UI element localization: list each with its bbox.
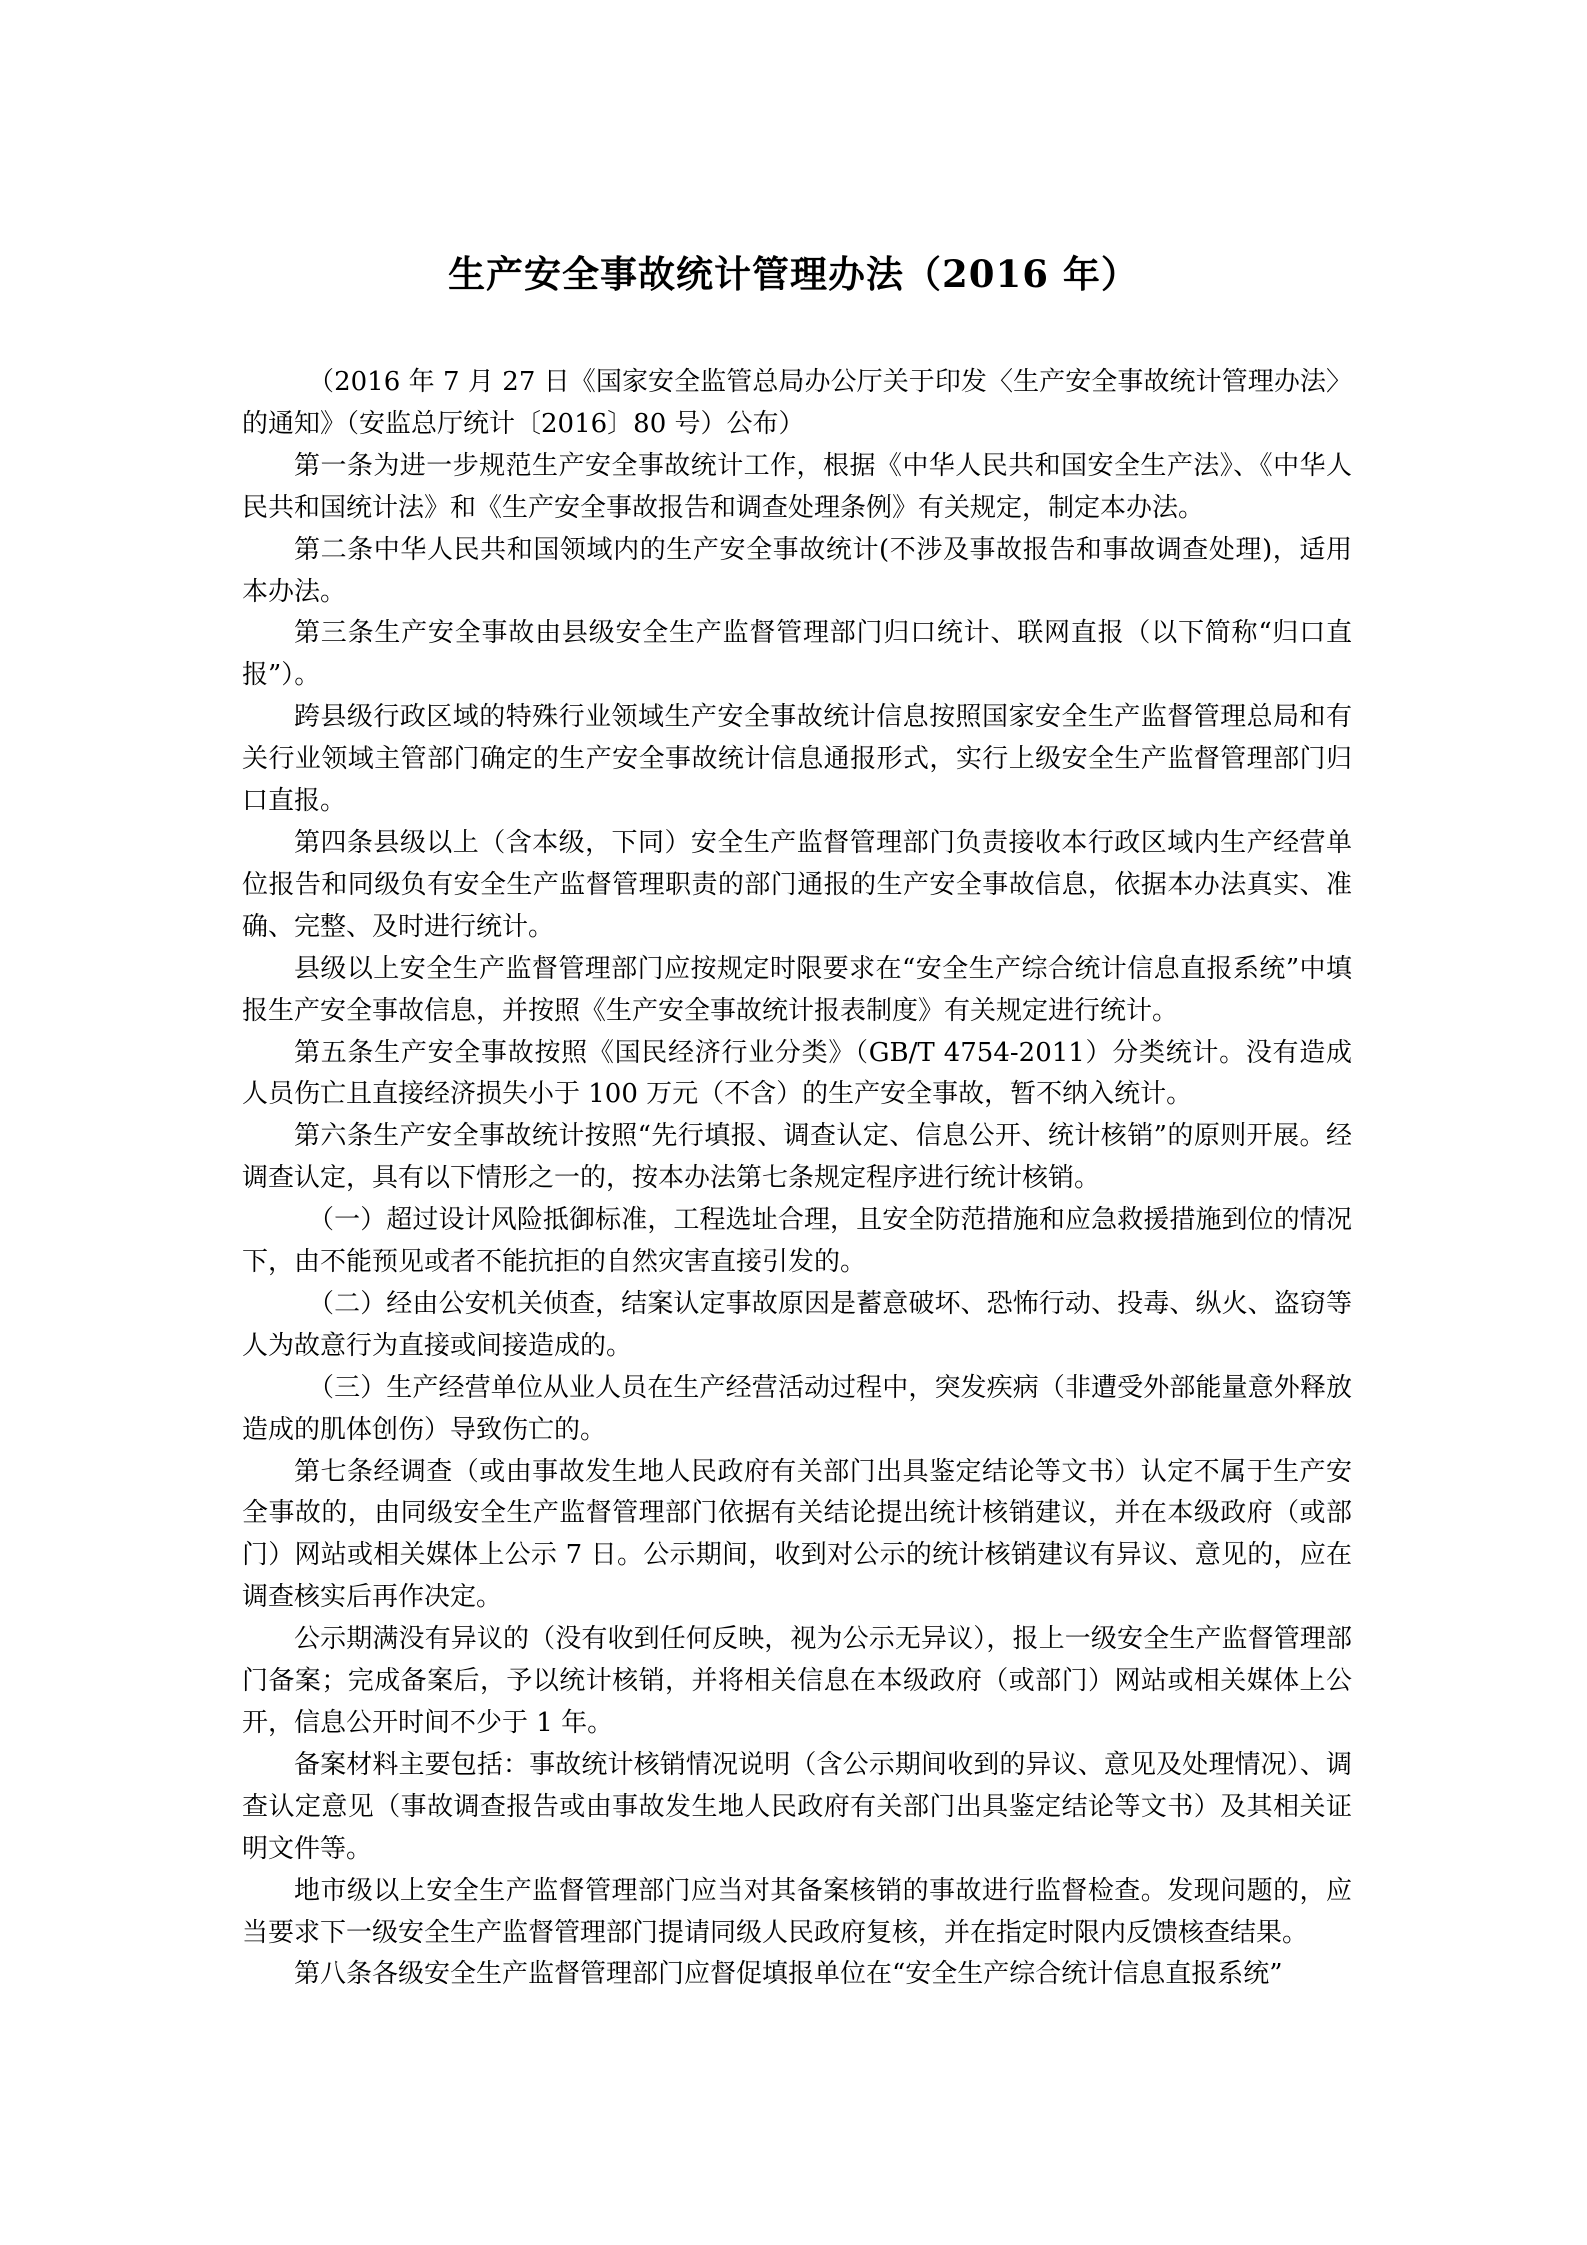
paragraph-article-6-item-1: （一）超过设计风险抵御标准，工程选址合理，且安全防范措施和应急救援措施到位的情况下，由不能预见或者不能抗拒的自然灾害直接引发的。 [242, 1205, 1352, 1278]
paragraph-article-4: 第四条县级以上（含本级，下同）安全生产监督管理部门负责接收本行政区域内生产经营单位报告和同级负有安全生产监督管理职责的部门通报的生产安全事故信息，依据本办法真实、准确、完整、及时进行统计。 [242, 827, 1352, 942]
paragraph-article-1: 第一条为进一步规范生产安全事故统计工作，根据《中华人民共和国安全生产法》、《中华人民共和国统计法》和《生产安全事故报告和调查处理条例》有关规定，制定本办法。 [242, 450, 1352, 523]
paragraph-article-3-cont: 跨县级行政区域的特殊行业领域生产安全事故统计信息按照国家安全生产监督管理总局和有关行业领域主管部门确定的生产安全事故统计信息通报形式，实行上级安全生产监督管理部门归口直报。 [242, 702, 1352, 817]
paragraph-article-6-item-2: （二）经由公安机关侦查，结案认定事故原因是蓄意破坏、恐怖行动、投毒、纵火、盗窃等人为故意行为直接或间接造成的。 [242, 1288, 1352, 1361]
paragraph-source-note: （2016 年 7 月 27 日《国家安全监管总局办公厅关于印发〈生产安全事故统计管理办法〉的通知》（安监总厅统计〔2016〕80 号）公布） [242, 367, 1352, 439]
paragraph-article-7-cont-2: 备案材料主要包括：事故统计核销情况说明（含公示期间收到的异议、意见及处理情况）、调查认定意见（事故调查报告或由事故发生地人民政府有关部门出具鉴定结论等文书）及其相关证明文件等。 [242, 1749, 1352, 1864]
document-title: 生产安全事故统计管理办法（2016 年） [448, 252, 1139, 296]
paragraph-article-5: 第五条生产安全事故按照《国民经济行业分类》（GB/T 4754-2011）分类统计。没有造成人员伤亡且直接经济损失小于 100 万元（不含）的生产安全事故，暂不纳入统计。 [242, 1037, 1352, 1110]
paragraph-article-4-cont: 县级以上安全生产监督管理部门应按规定时限要求在“安全生产综合统计信息直报系统”中填报生产安全事故信息，并按照《生产安全事故统计报表制度》有关规定进行统计。 [242, 953, 1352, 1026]
paragraph-article-2: 第二条中华人民共和国领域内的生产安全事故统计(不涉及事故报告和事故调查处理)，适用本办法。 [242, 534, 1352, 607]
paragraph-article-7-cont-3: 地市级以上安全生产监督管理部门应当对其备案核销的事故进行监督检查。发现问题的，应当要求下一级安全生产监督管理部门提请同级人民政府复核，并在指定时限内反馈核查结果。 [242, 1875, 1352, 1948]
paragraph-article-3: 第三条生产安全事故由县级安全生产监督管理部门归口统计、联网直报（以下简称“归口直报”）。 [242, 618, 1352, 691]
paragraph-article-6: 第六条生产安全事故统计按照“先行填报、调查认定、信息公开、统计核销”的原则开展。经调查认定，具有以下情形之一的，按本办法第七条规定程序进行统计核销。 [242, 1121, 1352, 1194]
paragraph-article-7-cont-1: 公示期满没有异议的（没有收到任何反映，视为公示无异议），报上一级安全生产监督管理部门备案；完成备案后，予以统计核销，并将相关信息在本级政府（或部门）网站或相关媒体上公开，信息公开时间不少于 1 年。 [242, 1624, 1352, 1738]
paragraph-article-6-item-3: （三）生产经营单位从业人员在生产经营活动过程中，突发疾病（非遭受外部能量意外释放造成的肌体创伤）导致伤亡的。 [242, 1372, 1352, 1445]
paragraph-article-7: 第七条经调查（或由事故发生地人民政府有关部门出具鉴定结论等文书）认定不属于生产安全事故的，由同级安全生产监督管理部门依据有关结论提出统计核销建议，并在本级政府（或部门）网站或相关媒体上公示 7 日。公示期间，收到对公示的统计核销建议有异议、意见的，应在调查核实后再作决定。 [242, 1456, 1352, 1613]
document-body [242, 362, 1352, 1996]
paragraph-article-8: 第八条各级安全生产监督管理部门应督促填报单位在“安全生产综合统计信息直报系统” [294, 1959, 1283, 1990]
